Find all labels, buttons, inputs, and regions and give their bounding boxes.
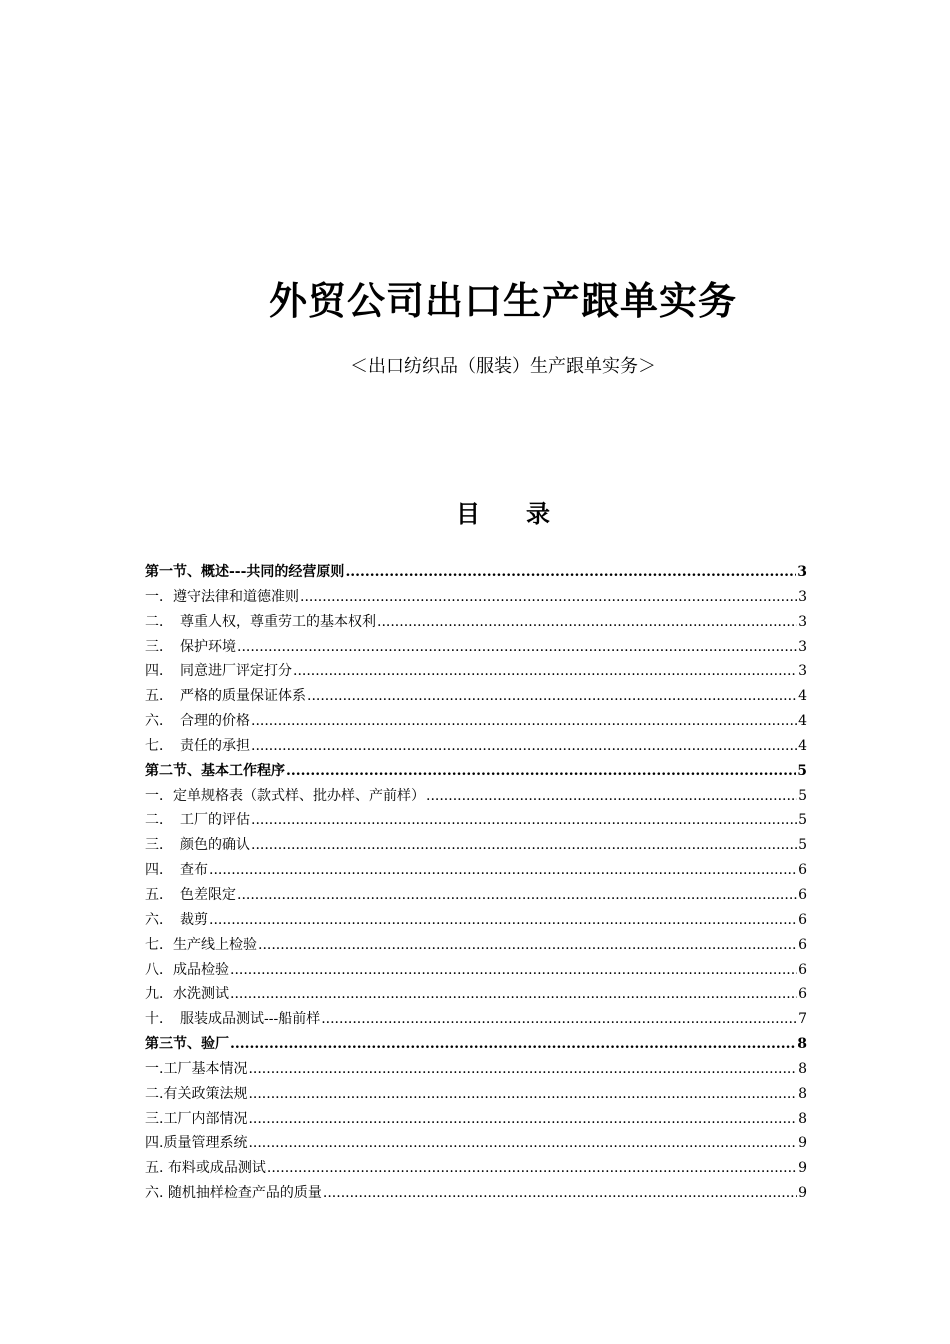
toc-leader-dots bbox=[286, 759, 796, 784]
toc-entry[interactable] bbox=[145, 585, 807, 610]
toc-entry[interactable] bbox=[145, 1107, 807, 1132]
toc-entry-label: 第三节、验厂 bbox=[145, 1036, 229, 1053]
toc-entry-label: 九．水洗测试 bbox=[145, 986, 229, 1003]
toc-entry-page-number: 6 bbox=[798, 961, 807, 978]
toc-entry-page-number: 9 bbox=[798, 1160, 807, 1177]
toc-entry-page-number: 5 bbox=[798, 837, 807, 854]
toc-entry[interactable] bbox=[145, 1156, 807, 1181]
toc-entry[interactable] bbox=[145, 808, 807, 833]
toc-leader-dots bbox=[248, 1107, 797, 1132]
toc-entry-label: 六． 合理的价格 bbox=[145, 713, 250, 730]
toc-leader-dots bbox=[345, 560, 796, 585]
toc-section-entry[interactable] bbox=[145, 759, 807, 784]
toc-entry-label: 第一节、概述---共同的经营原则 bbox=[145, 564, 345, 580]
toc-entry[interactable] bbox=[145, 1181, 807, 1206]
toc-entry-page-number: 8 bbox=[797, 1036, 807, 1053]
toc-leader-dots bbox=[237, 635, 797, 660]
toc-entry-page-number: 3 bbox=[798, 638, 807, 655]
toc-leader-dots bbox=[230, 982, 797, 1007]
toc-entry[interactable] bbox=[145, 933, 807, 958]
toc-entry-page-number: 6 bbox=[798, 936, 807, 953]
toc-leader-dots bbox=[300, 585, 797, 610]
toc-leader-dots bbox=[251, 833, 797, 858]
toc-entry-page-number: 3 bbox=[797, 564, 807, 580]
toc-heading-left: 目 bbox=[456, 499, 480, 528]
toc-heading-right: 录 bbox=[526, 499, 550, 528]
toc-entry-page-number: 6 bbox=[798, 911, 807, 928]
toc-entry-label: 七． 责任的承担 bbox=[145, 737, 250, 754]
toc-leader-dots bbox=[209, 858, 797, 883]
toc-entry-label: 三． 颜色的确认 bbox=[145, 837, 250, 854]
toc-entry-label: 二． 尊重人权，尊重劳工的基本权利 bbox=[145, 613, 376, 630]
toc-entry-label: 一．定单规格表（款式样、批办样、产前样） bbox=[145, 787, 425, 804]
toc-leader-dots bbox=[248, 1131, 797, 1156]
toc-entry[interactable] bbox=[145, 784, 807, 809]
toc-entry[interactable] bbox=[145, 858, 807, 883]
toc-entry-page-number: 6 bbox=[798, 862, 807, 879]
toc-entry[interactable] bbox=[145, 709, 807, 734]
toc-leader-dots bbox=[248, 1057, 797, 1082]
toc-entry-label: 五． 严格的质量保证体系 bbox=[145, 688, 306, 705]
toc-entry-label: 三.工厂内部情况 bbox=[145, 1110, 248, 1127]
toc-leader-dots bbox=[209, 908, 797, 933]
toc-entry[interactable] bbox=[145, 1007, 807, 1032]
toc-entry[interactable] bbox=[145, 1082, 807, 1107]
toc-entry-page-number: 5 bbox=[798, 812, 807, 829]
toc-leader-dots bbox=[267, 1156, 797, 1181]
toc-entry-page-number: 7 bbox=[798, 1011, 807, 1028]
toc-entry[interactable] bbox=[145, 958, 807, 983]
toc-entry-page-number: 9 bbox=[798, 1135, 807, 1152]
toc-leader-dots bbox=[248, 1082, 797, 1107]
toc-entry-page-number: 5 bbox=[797, 762, 807, 779]
toc-entry-label: 十． 服装成品测试---船前样 bbox=[145, 1011, 321, 1028]
toc-leader-dots bbox=[321, 1007, 797, 1032]
toc-entry[interactable] bbox=[145, 610, 807, 635]
toc-leader-dots bbox=[230, 958, 797, 983]
toc-entry-page-number: 6 bbox=[798, 986, 807, 1003]
toc-entry-page-number: 8 bbox=[798, 1085, 807, 1102]
toc-entry-label: 二． 工厂的评估 bbox=[145, 812, 250, 829]
toc-entry-label: 一.工厂基本情况 bbox=[145, 1060, 248, 1077]
toc-entry-page-number: 4 bbox=[798, 688, 807, 705]
table-of-contents bbox=[145, 560, 807, 1206]
toc-entry-label: 七．生产线上检验 bbox=[145, 936, 257, 953]
toc-entry-label: 四． 同意进厂评定打分 bbox=[145, 663, 292, 680]
toc-entry-label: 三． 保护环境 bbox=[145, 638, 236, 655]
toc-leader-dots bbox=[230, 1032, 796, 1057]
toc-leader-dots bbox=[251, 734, 797, 759]
toc-entry-page-number: 9 bbox=[798, 1185, 807, 1202]
document-title: 外贸公司出口生产跟单实务 bbox=[268, 278, 737, 323]
toc-entry-page-number: 8 bbox=[798, 1060, 807, 1077]
toc-leader-dots bbox=[258, 933, 797, 958]
toc-entry[interactable] bbox=[145, 982, 807, 1007]
toc-entry-page-number: 6 bbox=[798, 886, 807, 903]
toc-leader-dots bbox=[251, 808, 797, 833]
toc-entry[interactable] bbox=[145, 734, 807, 759]
toc-entry-page-number: 5 bbox=[798, 787, 807, 804]
toc-entry-page-number: 4 bbox=[798, 713, 807, 730]
toc-entry-page-number: 8 bbox=[798, 1110, 807, 1127]
document-subtitle: ＜出口纺织品（服装）生产跟单实务＞ bbox=[350, 356, 656, 377]
toc-entry[interactable] bbox=[145, 1057, 807, 1082]
toc-entry-label: 六． 裁剪 bbox=[145, 911, 208, 928]
toc-entry-label: 八．成品检验 bbox=[145, 961, 229, 978]
toc-entry-page-number: 4 bbox=[798, 737, 807, 754]
toc-leader-dots bbox=[237, 883, 797, 908]
toc-leader-dots bbox=[377, 610, 797, 635]
toc-entry-label: 第二节、基本工作程序 bbox=[145, 762, 285, 779]
toc-entry[interactable] bbox=[145, 1131, 807, 1156]
toc-leader-dots bbox=[323, 1181, 797, 1206]
toc-section-entry[interactable] bbox=[145, 560, 807, 585]
toc-entry-label: 四.质量管理系统 bbox=[145, 1135, 248, 1152]
toc-leader-dots bbox=[426, 784, 797, 809]
toc-entry[interactable] bbox=[145, 833, 807, 858]
toc-leader-dots bbox=[293, 659, 797, 684]
toc-entry[interactable] bbox=[145, 659, 807, 684]
toc-entry-page-number: 3 bbox=[798, 663, 807, 680]
toc-leader-dots bbox=[251, 709, 797, 734]
toc-entry-page-number: 3 bbox=[798, 613, 807, 630]
toc-section-entry[interactable] bbox=[145, 1032, 807, 1057]
toc-heading bbox=[0, 494, 950, 529]
toc-entry-label: 一．遵守法律和道德准则 bbox=[145, 588, 299, 605]
toc-entry[interactable] bbox=[145, 883, 807, 908]
toc-entry[interactable] bbox=[145, 635, 807, 660]
toc-entry-page-number: 3 bbox=[798, 588, 807, 605]
toc-entry-label: 六. 随机抽样检查产品的质量 bbox=[145, 1185, 322, 1202]
toc-entry[interactable] bbox=[145, 908, 807, 933]
toc-entry-label: 二.有关政策法规 bbox=[145, 1085, 248, 1102]
toc-entry[interactable] bbox=[145, 684, 807, 709]
toc-leader-dots bbox=[307, 684, 797, 709]
toc-entry-label: 四． 查布 bbox=[145, 862, 208, 879]
toc-entry-label: 五. 布料或成品测试 bbox=[145, 1160, 266, 1177]
toc-entry-label: 五． 色差限定 bbox=[145, 886, 236, 903]
